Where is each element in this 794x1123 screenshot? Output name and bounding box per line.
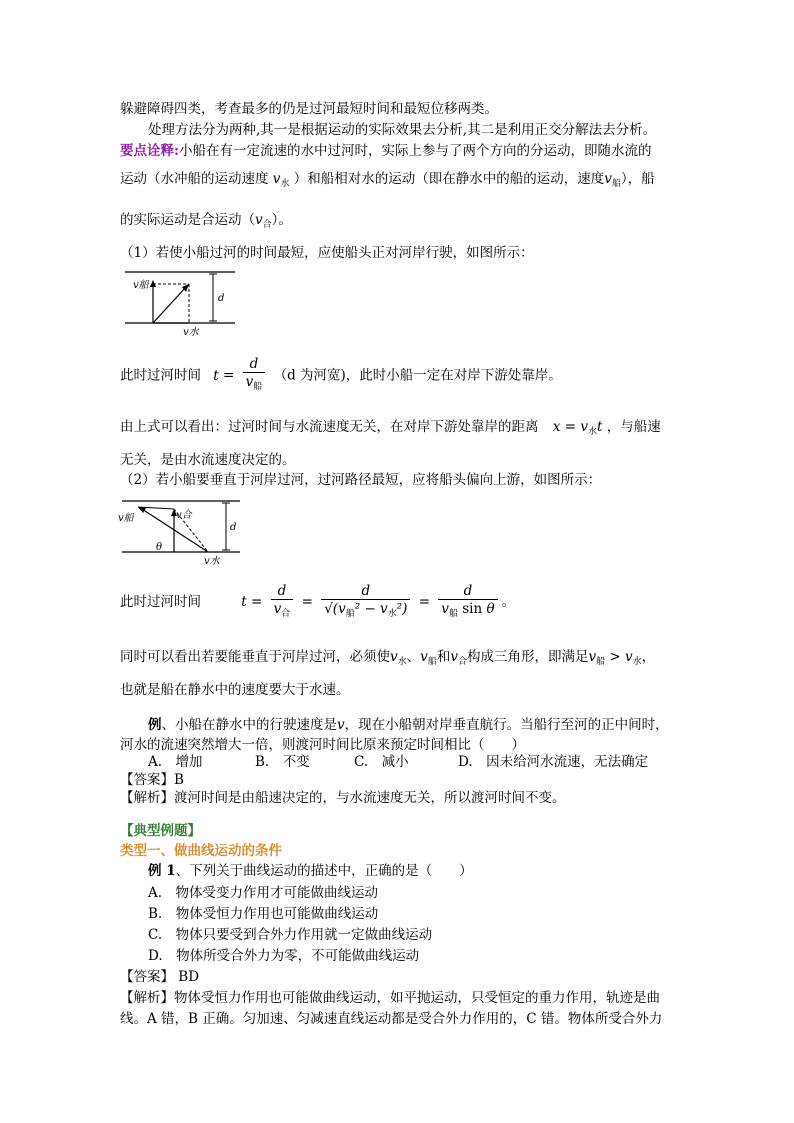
answer-value: BD — [174, 969, 200, 985]
option-d: D. 物体所受合外力为零，不可能做曲线运动 — [148, 948, 420, 964]
fraction-d-over-vsin: $\frac{d}{v_船 \sin \theta}$ — [438, 583, 497, 623]
v-boat-label: v船 — [118, 513, 134, 524]
example-options — [148, 753, 708, 771]
type-heading: 类型一、做曲线运动的条件 — [120, 843, 282, 859]
v-water-symbol: $v_水$ — [390, 649, 407, 667]
v-boat-symbol: $v_船$ — [604, 171, 621, 189]
theta-label: θ — [156, 542, 163, 553]
answer-value: B — [174, 772, 184, 788]
v-boat-symbol: $v_船$ — [420, 649, 437, 667]
v-water-label: v水 — [183, 327, 199, 338]
text-line: 河水的流速突然增大一倍，则渡河时间比原来预定时间相比（ ） — [120, 737, 525, 753]
analysis-line — [120, 789, 566, 807]
text: 、小船在静水中的行驶速度是 — [161, 717, 337, 733]
question-text: 、下列关于曲线运动的描述中，正确的是（ ） — [175, 863, 473, 879]
option-a: A. 增加 — [148, 754, 203, 770]
text-line — [120, 170, 655, 193]
fraction-d-over-v-res: $\frac{d}{v_合}$ — [271, 583, 294, 623]
example-question — [148, 716, 669, 734]
v-symbol: v — [337, 717, 345, 733]
text: 和 — [436, 649, 451, 665]
key-point-line — [120, 142, 651, 160]
text: ，与船速 — [606, 419, 661, 435]
text: 此时过河时间 — [120, 367, 201, 384]
question-line — [148, 862, 473, 880]
key-point-label: 要点诠释: — [120, 143, 179, 159]
equals: = — [223, 367, 235, 384]
equals: = — [251, 594, 263, 610]
inequality: $v_船 > v_水$ — [588, 649, 642, 667]
analysis-label: 【解析】 — [120, 990, 174, 1006]
text: 、 — [406, 649, 421, 665]
text: ， — [641, 649, 656, 665]
d-label: d — [218, 293, 225, 304]
text: ），船 — [620, 171, 655, 187]
text-line — [120, 648, 655, 671]
v-water-label: v水 — [204, 556, 220, 567]
text: 小船在有一定流速的水中过河时，实际上参与了两个方向的分运动，即随水流的 — [178, 143, 652, 159]
formula-line — [120, 356, 562, 396]
answer-line — [120, 968, 199, 986]
analysis-line: 线。A 错，B 正确。匀加速、匀减速直线运动都是受合外力作用的，C 错。物体所受合外力 — [120, 1011, 663, 1027]
v-boat-label: v船 — [133, 280, 149, 291]
text-line: （1）若使小船过河的时间最短，应使船头正对河岸行驶，如图所示： — [120, 245, 534, 261]
question-label: 例 1 — [148, 863, 176, 879]
section-heading: 【典型例题】 — [120, 823, 201, 839]
figure-shortest-time — [123, 268, 238, 338]
v-result-label: v合 — [176, 510, 192, 521]
equals: = — [418, 594, 430, 610]
x-equals-vt: $x = v_水t$ — [552, 419, 603, 437]
text: 此时过河时间 — [120, 594, 201, 610]
text-line — [120, 211, 292, 234]
option-b: B. 物体受恒力作用也可能做曲线运动 — [148, 906, 379, 922]
t-symbol: t — [213, 367, 219, 384]
text-line: 也就是船在静水中的速度要大于水速。 — [120, 682, 350, 698]
text: （d 为河宽)，此时小船一定在对岸下游处靠岸。 — [273, 367, 562, 384]
option-c: C. 减小 — [354, 754, 409, 770]
text: 的实际运动是合运动（ — [120, 212, 255, 228]
v-result-symbol: $v_合$ — [450, 649, 467, 667]
option-c: C. 物体只要受到合外力作用就一定做曲线运动 — [148, 927, 433, 943]
analysis-text: 物体受恒力作用也可能做曲线运动，如平抛运动，只受恒定的重力作用，轨迹是曲 — [174, 990, 660, 1006]
analysis-label: 【解析】 — [120, 790, 174, 806]
text: 运动（水冲船的运动速度 — [120, 171, 269, 187]
formula-line — [120, 580, 515, 624]
text-line — [120, 418, 661, 441]
d-label: d — [230, 522, 237, 533]
text: 由上式可以看出：过河时间与水流速度无关，在对岸下游处靠岸的距离 — [120, 419, 539, 435]
option-a: A. 物体受变力作用才可能做曲线运动 — [148, 885, 379, 901]
answer-line — [120, 771, 184, 789]
fraction-d-over-v-boat: $\frac{d}{v_船}$ — [243, 356, 266, 396]
option-b: B. 不变 — [255, 754, 310, 770]
text: 。 — [501, 594, 516, 610]
text: 同时可以看出若要能垂直于河岸过河，必须使 — [120, 649, 390, 665]
analysis-line — [120, 989, 660, 1007]
t-symbol: t — [241, 594, 247, 610]
v-result-symbol: $v_合$ — [255, 212, 272, 230]
text-line: （2）若小船要垂直于河岸过河，过河路径最短，应将船头偏向上游，如图所示： — [120, 472, 602, 488]
text-line: 无关，是由水流速度决定的。 — [120, 452, 296, 468]
text-line: 躲避障碍四类，考查最多的仍是过河最短时间和最短位移两类。 — [120, 101, 498, 117]
equals: = — [301, 594, 313, 610]
fraction-d-over-sqrt: $\frac{d}{√(v_船^2 - v_水^2)}$ — [321, 583, 410, 623]
text: ，现在小船朝对岸垂直航行。当船行至河的正中间时， — [344, 717, 669, 733]
option-d: D. 因未给河水流速，无法确定 — [458, 754, 649, 770]
text: ）。 — [271, 212, 292, 228]
v-water-symbol: $v_水$ — [272, 171, 290, 189]
analysis-text: 渡河时间是由船速决定的，与水流速度无关，所以渡河时间不变。 — [174, 790, 566, 806]
text: ）和船相对水的运动（即在静水中的船的运动，速度 — [293, 171, 605, 187]
text: 构成三角形，即满足 — [466, 649, 589, 665]
answer-label: 【答案】 — [120, 772, 174, 788]
answer-label: 【答案】 — [120, 969, 174, 985]
figure-shortest-path — [118, 496, 243, 568]
text-line: 处理方法分为两种,其一是根据运动的实际效果去分析,其二是利用正交分解法去分析。 — [148, 122, 657, 138]
example-label: 例 — [148, 717, 162, 733]
